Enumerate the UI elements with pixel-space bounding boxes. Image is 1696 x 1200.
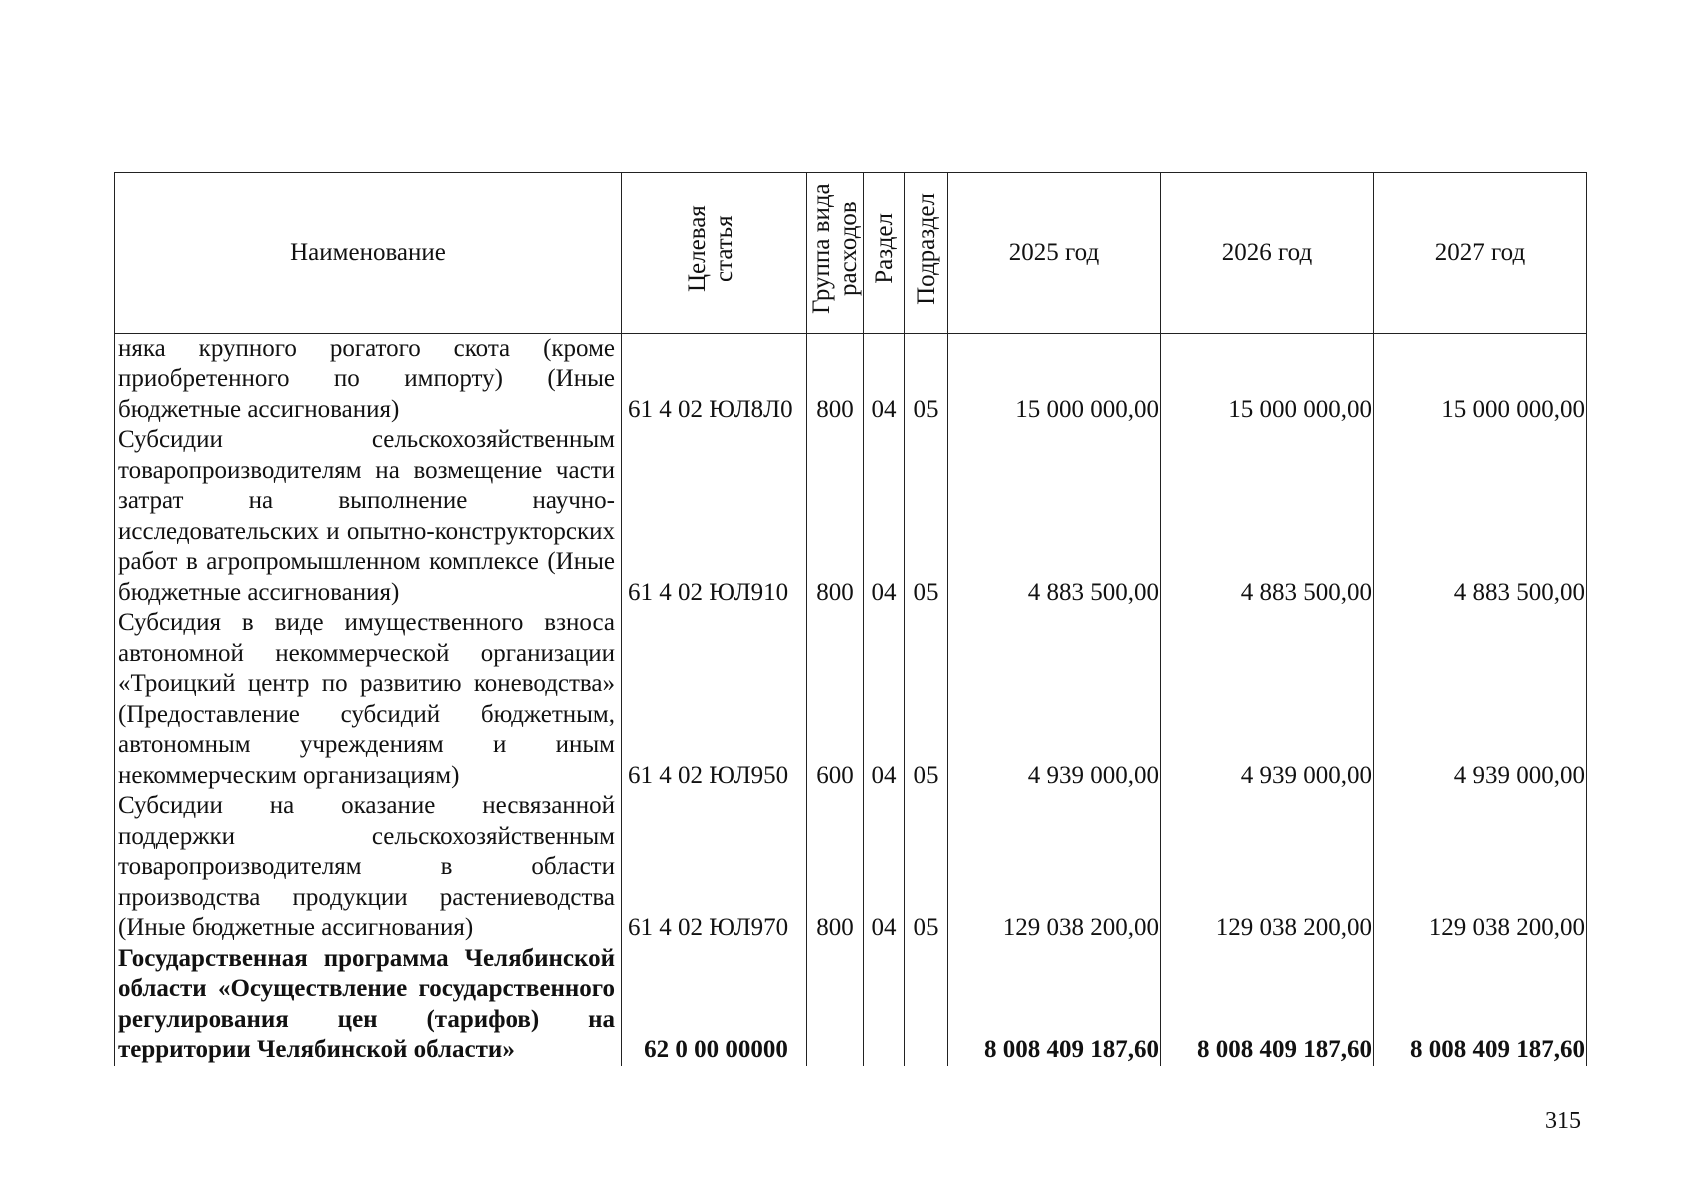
cell-section: 04 [864, 425, 905, 608]
cell-code: 61 4 02 ЮЛ970 [622, 791, 807, 944]
table-row [115, 944, 1587, 1066]
header-subsection [905, 173, 948, 334]
header-section-label: Раздел [870, 213, 898, 284]
cell-code: 61 4 02 ЮЛ910 [622, 425, 807, 608]
cell-subsection: 05 [905, 425, 948, 608]
cell-section: 04 [864, 791, 905, 944]
cell-y2026: 8 008 409 187,60 [1161, 944, 1374, 1066]
cell-subsection: 05 [905, 333, 948, 425]
cell-subsection: 05 [905, 608, 948, 791]
header-group [807, 173, 864, 334]
cell-name: няка крупного рогатого скота (кроме приобретенного по импорту) (Иные бюджетные ассигнования) [115, 333, 622, 425]
cell-section [864, 944, 905, 1066]
cell-y2026: 129 038 200,00 [1161, 791, 1374, 944]
header-section [864, 173, 905, 334]
table-header-row [115, 173, 1587, 334]
header-subsection-label: Подраздел [912, 192, 940, 305]
cell-subsection [905, 944, 948, 1066]
budget-table [114, 172, 1587, 1066]
cell-y2026: 4 939 000,00 [1161, 608, 1374, 791]
header-2027: 2027 год [1374, 173, 1587, 334]
cell-section: 04 [864, 333, 905, 425]
cell-subsection: 05 [905, 791, 948, 944]
cell-group: 800 [807, 333, 864, 425]
cell-y2025: 4 883 500,00 [948, 425, 1161, 608]
cell-code: 61 4 02 ЮЛ950 [622, 608, 807, 791]
cell-y2026: 15 000 000,00 [1161, 333, 1374, 425]
cell-name: Субсидии сельскохозяйственным товаропроизводителям на возмещение части затрат на выполнение научно-исследовательских и опытно-конструкторских работ в агропромышленном комплексе (Иные бюджетные ассигнования) [115, 425, 622, 608]
cell-y2027: 129 038 200,00 [1374, 791, 1587, 944]
cell-y2026: 4 883 500,00 [1161, 425, 1374, 608]
cell-code: 61 4 02 ЮЛ8Л0 [622, 333, 807, 425]
cell-group: 800 [807, 791, 864, 944]
cell-group: 600 [807, 608, 864, 791]
header-code-label: Целевая статья [684, 205, 738, 292]
header-group-label: Группа вида расходов [808, 183, 862, 314]
page-number: 315 [1545, 1108, 1581, 1134]
header-2026: 2026 год [1161, 173, 1374, 334]
table-row [115, 608, 1587, 791]
cell-y2025: 4 939 000,00 [948, 608, 1161, 791]
cell-y2027: 4 883 500,00 [1374, 425, 1587, 608]
cell-y2027: 8 008 409 187,60 [1374, 944, 1587, 1066]
cell-y2025: 8 008 409 187,60 [948, 944, 1161, 1066]
cell-name: Субсидии на оказание несвязанной поддержки сельскохозяйственным товаропроизводителям в области производства продукции растениеводства (Иные бюджетные ассигнования) [115, 791, 622, 944]
cell-section: 04 [864, 608, 905, 791]
header-2025: 2025 год [948, 173, 1161, 334]
table-row [115, 425, 1587, 608]
cell-y2025: 129 038 200,00 [948, 791, 1161, 944]
cell-name: Государственная программа Челябинской области «Осуществление государственного регулирования цен (тарифов) на территории Челябинской области» [115, 944, 622, 1066]
header-code [622, 173, 807, 334]
cell-name: Субсидия в виде имущественного взноса автономной некоммерческой организации «Троицкий центр по развитию коневодства» (Предоставление субсидий бюджетным, автономным учреждениям и иным некоммерческим организациям) [115, 608, 622, 791]
table-row [115, 333, 1587, 425]
cell-y2027: 4 939 000,00 [1374, 608, 1587, 791]
cell-group [807, 944, 864, 1066]
cell-code: 62 0 00 00000 [622, 944, 807, 1066]
table-body [115, 333, 1587, 1066]
header-name: Наименование [115, 173, 622, 334]
cell-y2027: 15 000 000,00 [1374, 333, 1587, 425]
table-row [115, 791, 1587, 944]
cell-y2025: 15 000 000,00 [948, 333, 1161, 425]
cell-group: 800 [807, 425, 864, 608]
